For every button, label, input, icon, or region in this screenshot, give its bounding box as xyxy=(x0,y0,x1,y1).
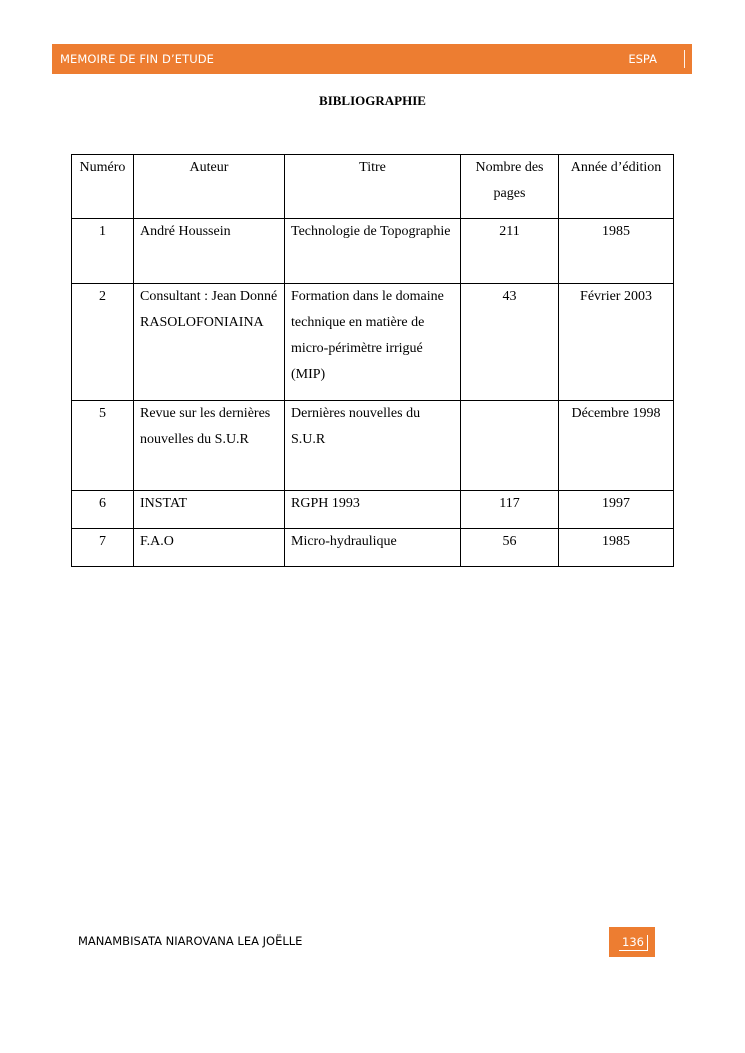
cell-numero: 1 xyxy=(72,219,134,284)
cell-titre: Formation dans le domaine technique en matière de micro-périmètre irrigué (MIP) xyxy=(285,284,461,401)
footer-author: MANAMBISATA NIAROVANA LEA JOËLLE xyxy=(78,934,303,948)
cell-annee: Février 2003 xyxy=(559,284,674,401)
cell-pages: 211 xyxy=(461,219,559,284)
cell-annee: 1985 xyxy=(559,219,674,284)
table-header-row xyxy=(72,155,674,219)
table-row xyxy=(72,219,674,284)
cell-numero: 5 xyxy=(72,401,134,491)
cell-auteur: INSTAT xyxy=(134,491,285,529)
cell-numero: 7 xyxy=(72,529,134,567)
table-row xyxy=(72,401,674,491)
header-school: ESPA xyxy=(628,52,657,66)
page-number-box xyxy=(609,927,655,957)
column-header-numero: Numéro xyxy=(72,155,134,219)
cell-auteur: F.A.O xyxy=(134,529,285,567)
cell-titre: RGPH 1993 xyxy=(285,491,461,529)
cell-numero: 2 xyxy=(72,284,134,401)
cell-annee: 1985 xyxy=(559,529,674,567)
bibliography-table xyxy=(71,154,674,567)
cell-titre: Technologie de Topographie xyxy=(285,219,461,284)
page-header xyxy=(52,44,692,74)
column-header-auteur: Auteur xyxy=(134,155,285,219)
page-number: 136 xyxy=(619,935,648,951)
cell-annee: Décembre 1998 xyxy=(559,401,674,491)
page-title: BIBLIOGRAPHIE xyxy=(319,93,426,108)
cell-pages xyxy=(461,401,559,491)
header-divider xyxy=(684,50,685,68)
cell-pages: 56 xyxy=(461,529,559,567)
column-header-titre: Titre xyxy=(285,155,461,219)
cell-annee: 1997 xyxy=(559,491,674,529)
cell-pages: 117 xyxy=(461,491,559,529)
cell-titre: Micro-hydraulique xyxy=(285,529,461,567)
cell-auteur: André Houssein xyxy=(134,219,285,284)
table-row xyxy=(72,529,674,567)
table-row xyxy=(72,284,674,401)
cell-auteur: Revue sur les dernières nouvelles du S.U.R xyxy=(134,401,285,491)
cell-titre: Dernières nouvelles du S.U.R xyxy=(285,401,461,491)
column-header-pages: Nombre des pages xyxy=(461,155,559,219)
header-document-type: MEMOIRE DE FIN D’ETUDE xyxy=(60,52,215,66)
cell-pages: 43 xyxy=(461,284,559,401)
cell-numero: 6 xyxy=(72,491,134,529)
column-header-annee: Année d’édition xyxy=(559,155,674,219)
cell-auteur: Consultant : Jean Donné RASOLOFONIAINA xyxy=(134,284,285,401)
table-row xyxy=(72,491,674,529)
